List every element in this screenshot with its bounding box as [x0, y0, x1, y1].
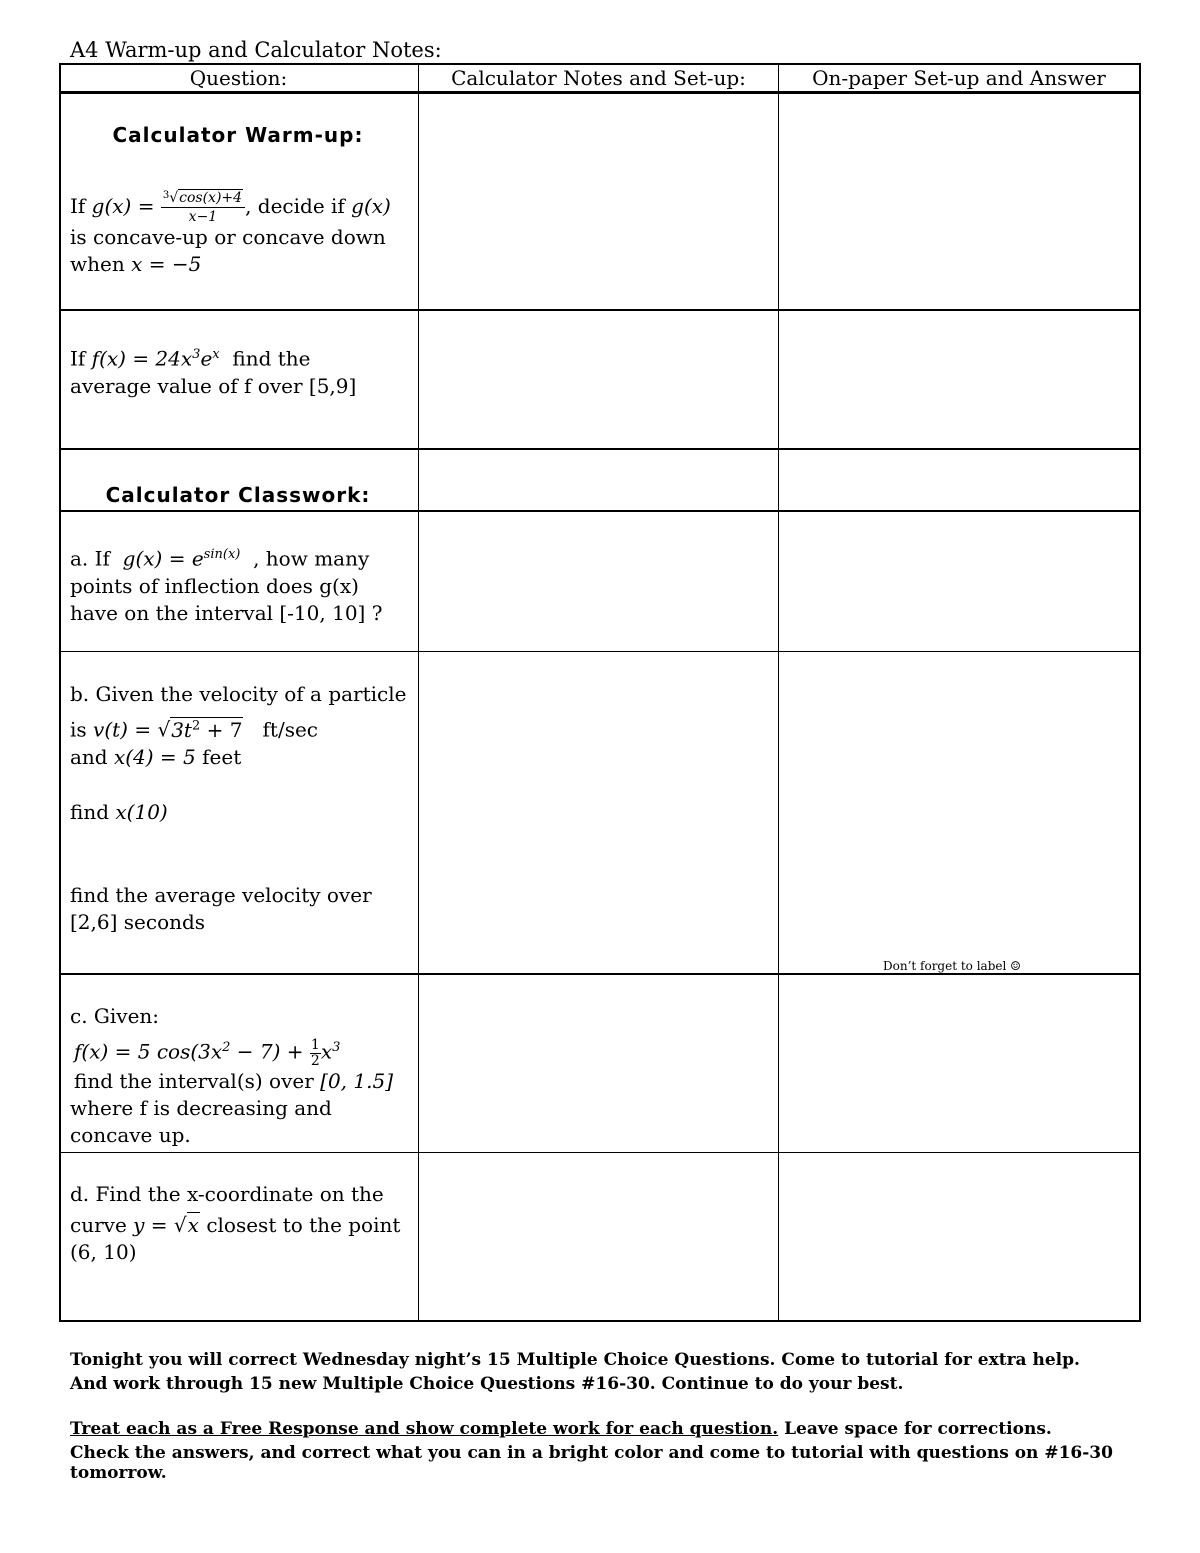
- qb-find: find: [70, 799, 110, 824]
- qb-and: and: [70, 744, 108, 769]
- qc-tail-exponent: 3: [332, 1040, 341, 1055]
- qd-point: (6, 10): [70, 1240, 137, 1264]
- qc-fraction: [310, 1038, 321, 1068]
- qd-curve-equation: y =: [133, 1213, 174, 1237]
- qc-function-middle: − 7) +: [230, 1039, 310, 1064]
- question-warmup-2: [70, 341, 415, 400]
- q1-gx: g(x): [351, 194, 391, 218]
- qb-velocity-function: v(t) =: [93, 717, 158, 742]
- q1-denominator: x−1: [188, 209, 218, 225]
- qc-function-start: f(x) = 5 cos(3x: [74, 1039, 223, 1064]
- qc-line4: where f is decreasing and: [70, 1096, 332, 1121]
- q2-exponent: 3: [192, 347, 201, 362]
- qa-line3: have on the interval [-10, 10] ?: [70, 600, 383, 625]
- question-a: [70, 541, 415, 627]
- footer-line-4: Check the answers, and correct what you can in a bright color and come to tutorial with questions on #16-30 tomorrow.: [70, 1443, 1113, 1483]
- question-c: [70, 1003, 415, 1149]
- row-divider: [59, 651, 1141, 652]
- worksheet-table: [59, 63, 1141, 1322]
- qc-function-tail: x: [320, 1039, 333, 1064]
- q1-if: If: [70, 194, 86, 218]
- qc-find-intervals: find the interval(s) over: [74, 1069, 314, 1094]
- q2-e: e: [200, 346, 213, 371]
- q1-numerator: cos(x)+4: [179, 190, 243, 206]
- qc-frac-den: 2: [310, 1053, 320, 1070]
- qa-function: g(x) = e: [122, 546, 204, 571]
- qc-exponent: 2: [222, 1040, 231, 1055]
- section-classwork-heading: Calculator Classwork:: [105, 483, 371, 507]
- table-border-left: [59, 63, 61, 1322]
- footer-line-1: Tonight you will correct Wednesday night’s 15 Multiple Choice Questions. Come to tutorial for extra help.: [70, 1350, 1080, 1370]
- table-border-bottom: [59, 1320, 1141, 1322]
- qb-line1: b. Given the velocity of a particle: [70, 682, 407, 706]
- q2-line2: average value of f over [5,9]: [70, 373, 357, 398]
- qd-radicand: x: [187, 1213, 199, 1237]
- header-question: Question:: [189, 66, 288, 90]
- qa-prefix: a. If: [70, 546, 110, 571]
- row-divider: [59, 1152, 1141, 1153]
- label-reminder-note: Don’t forget to label ☺: [883, 959, 1021, 973]
- q1-when: when: [70, 252, 125, 276]
- q2-if: If: [70, 346, 86, 371]
- q1-function-name: g(x) =: [91, 194, 155, 218]
- q1-decide: , decide if: [245, 194, 345, 218]
- header-on-paper: On-paper Set-up and Answer: [812, 66, 1106, 90]
- qb-radicand-rest: + 7: [200, 717, 243, 742]
- qc-frac-num: 1: [310, 1037, 320, 1054]
- column-divider: [778, 63, 779, 1322]
- qb-radicand: 3t: [171, 717, 192, 742]
- section-warmup-heading: Calculator Warm-up:: [112, 123, 364, 147]
- row-divider: [59, 510, 1141, 512]
- q2-find-the: find the: [232, 346, 311, 371]
- qc-line5: concave up.: [70, 1123, 191, 1148]
- qc-interval: [0, 1.5]: [320, 1069, 394, 1094]
- footer-line-3: [70, 1419, 1052, 1439]
- q2-function: f(x) = 24x: [91, 346, 193, 371]
- header-calculator-notes: Calculator Notes and Set-up:: [451, 66, 746, 90]
- qb-line5: find the average velocity over: [70, 882, 372, 907]
- qa-line2: points of inflection does g(x): [70, 573, 359, 598]
- row-divider: [59, 973, 1141, 975]
- qd-line1: d. Find the x-coordinate on the: [70, 1182, 384, 1206]
- qb-is: is: [70, 717, 87, 742]
- question-warmup-1: [70, 191, 415, 278]
- qb-feet: feet: [202, 744, 242, 769]
- qd-closest-to: closest to the point: [206, 1213, 401, 1237]
- qb-radicand-exponent: 2: [191, 718, 201, 733]
- qa-exponent: sin(x): [203, 547, 241, 562]
- row-divider: [59, 309, 1141, 311]
- row-divider: [59, 448, 1141, 450]
- qb-units: ft/sec: [262, 717, 319, 742]
- q1-fraction: $\frac{^3√\cos(x)+4}{x-1}$: [161, 191, 245, 224]
- question-d: d. Find the x-coordinate on the curve y = √x closest to the point (6, 10): [70, 1181, 415, 1266]
- qb-x10: x(10): [115, 799, 168, 824]
- q1-line2: is concave-up or concave down: [70, 225, 386, 249]
- page-title: A4 Warm-up and Calculator Notes:: [70, 38, 442, 62]
- footer-leave-space: Leave space for corrections.: [778, 1419, 1052, 1439]
- q1-x-value: x = −5: [131, 252, 202, 276]
- footer-line-2: And work through 15 new Multiple Choice Questions #16-30. Continue to do your best.: [70, 1374, 904, 1394]
- table-border-right: [1139, 63, 1141, 1322]
- question-b: b. Given the velocity of a particle is $v(t) = √3t^2 + 7$ ft/sec and x(4) = 5 feet find x(10) find the average velocity over [2,6] seconds: [70, 681, 415, 936]
- q2-e-exponent: x: [212, 347, 220, 362]
- qd-curve: curve: [70, 1213, 127, 1237]
- column-divider: [418, 63, 419, 1322]
- footer-underlined-instruction: Treat each as a Free Response and show complete work for each question.: [70, 1419, 779, 1439]
- qb-initial-condition: x(4) = 5: [113, 744, 196, 769]
- qa-how-many: , how many: [253, 546, 370, 571]
- q1-root-index: 3: [162, 190, 170, 201]
- qc-line1: c. Given:: [70, 1004, 160, 1028]
- qb-line6: [2,6] seconds: [70, 909, 206, 934]
